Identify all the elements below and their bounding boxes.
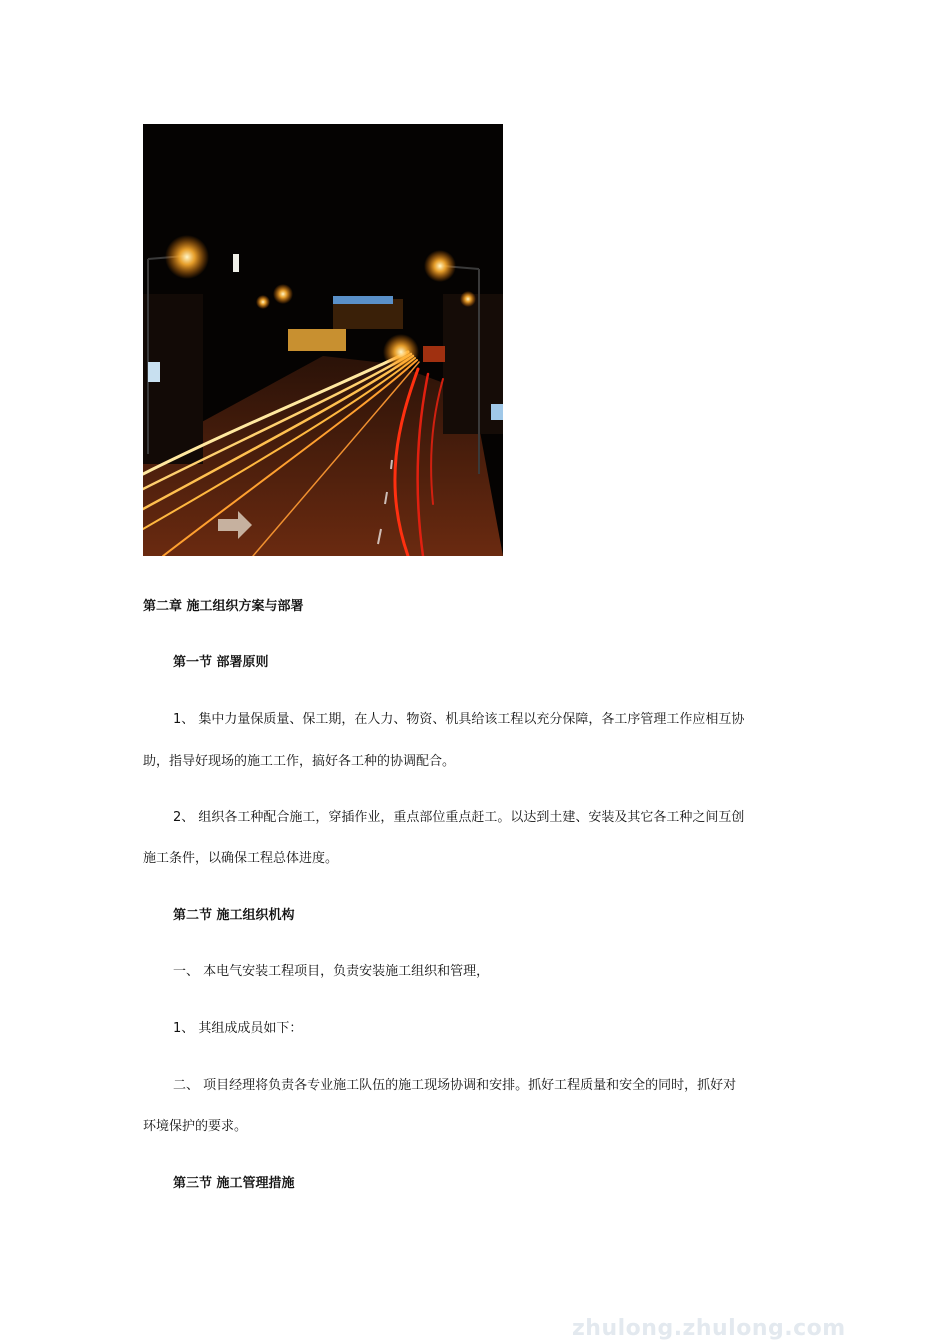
watermark-logo xyxy=(155,620,168,664)
section-2-item-1-sub: 1、 其组成成员如下： xyxy=(173,1021,303,1036)
night-road-photo xyxy=(143,124,503,556)
section-3-title: 第三节 施工管理措施 xyxy=(173,1176,295,1191)
section-2-item-1: 一、 本电气安装工程项目，负责安装施工组织和管理， xyxy=(173,964,490,979)
section-1-paragraph-2-line-2: 施工条件，以确保工程总体进度。 xyxy=(143,851,339,866)
section-1-paragraph-1-line-2: 助，指导好现场的施工工作，搞好各工种的协调配合。 xyxy=(143,754,456,769)
footer-watermark: zhulong.zhulong.com xyxy=(572,1316,846,1341)
chapter-title: 第二章 施工组织方案与部署 xyxy=(143,599,304,614)
section-1-paragraph-1-line-1: 1、 集中力量保质量、保工期，在人力、物资、机具给该工程以充分保障，各工序管理工作应相互协 xyxy=(173,712,745,727)
section-1-paragraph-2-line-1: 2、 组织各工种配合施工，穿插作业，重点部位重点赶工。以达到土建、安装及其它各工种之间互创 xyxy=(173,810,745,825)
section-2-item-2-line-2: 环境保护的要求。 xyxy=(143,1119,248,1134)
section-2-item-2-line-1: 二、 项目经理将负责各专业施工队伍的施工现场协调和安排。抓好工程质量和安全的同时，抓好对 xyxy=(173,1078,737,1093)
section-1-title: 第一节 部署原则 xyxy=(173,655,269,670)
section-2-title: 第二节 施工组织机构 xyxy=(173,908,295,923)
